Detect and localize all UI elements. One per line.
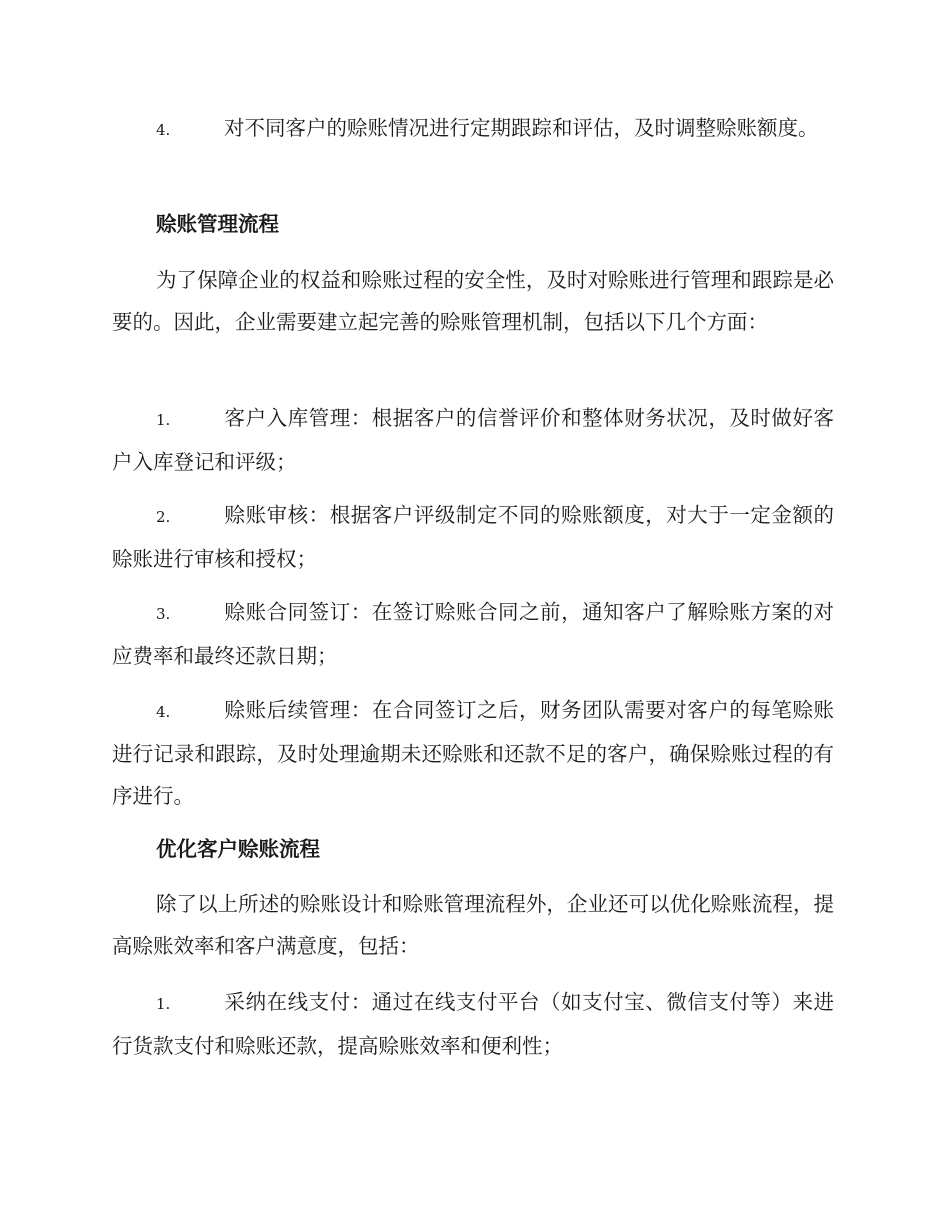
list-text: 赊账审核：根据客户评级制定不同的赊账额度，对大于一定金额的赊账进行审核和授权； xyxy=(112,503,834,571)
list-number: 4. xyxy=(156,703,171,721)
list-item-1-a xyxy=(112,397,834,483)
list-number: 2. xyxy=(156,508,171,526)
section-heading-optimize-credit: 优化客户赊账流程 xyxy=(156,837,320,861)
list-text: 客户入库管理：根据客户的信誉评价和整体财务状况，及时做好客户入库登记和评级； xyxy=(112,406,834,474)
list-number: 1. xyxy=(156,995,171,1013)
list-item-1-b xyxy=(112,981,834,1067)
list-text: 对不同客户的赊账情况进行定期跟踪和评估，及时调整赊账额度。 xyxy=(224,116,819,140)
list-number: 4. xyxy=(156,121,171,139)
list-item-4-a xyxy=(112,107,834,151)
paragraph-intro-management: 为了保障企业的权益和赊账过程的安全性，及时对赊账进行管理和跟踪是必要的。因此，企业需要建立起完善的赊账管理机制，包括以下几个方面： xyxy=(112,268,834,334)
list-number: 1. xyxy=(156,411,171,429)
list-number: 3. xyxy=(156,605,171,623)
list-item-4-b xyxy=(112,689,834,817)
list-text: 赊账合同签订：在签订赊账合同之前，通知客户了解赊账方案的对应费率和最终还款日期； xyxy=(112,600,834,668)
list-text: 采纳在线支付：通过在线支付平台（如支付宝、微信支付等）来进行货款支付和赊账还款，提高赊账效率和便利性； xyxy=(112,990,834,1058)
list-item-2-a xyxy=(112,494,834,580)
list-text: 赊账后续管理：在合同签订之后，财务团队需要对客户的每笔赊账进行记录和跟踪，及时处理逾期未还赊账和还款不足的客户，确保赊账过程的有序进行。 xyxy=(112,698,834,808)
section-heading-credit-management: 赊账管理流程 xyxy=(156,212,279,236)
paragraph-intro-optimize: 除了以上所述的赊账设计和赊账管理流程外，企业还可以优化赊账流程，提高赊账效率和客户满意度，包括： xyxy=(112,892,834,958)
list-item-3-a xyxy=(112,591,834,677)
